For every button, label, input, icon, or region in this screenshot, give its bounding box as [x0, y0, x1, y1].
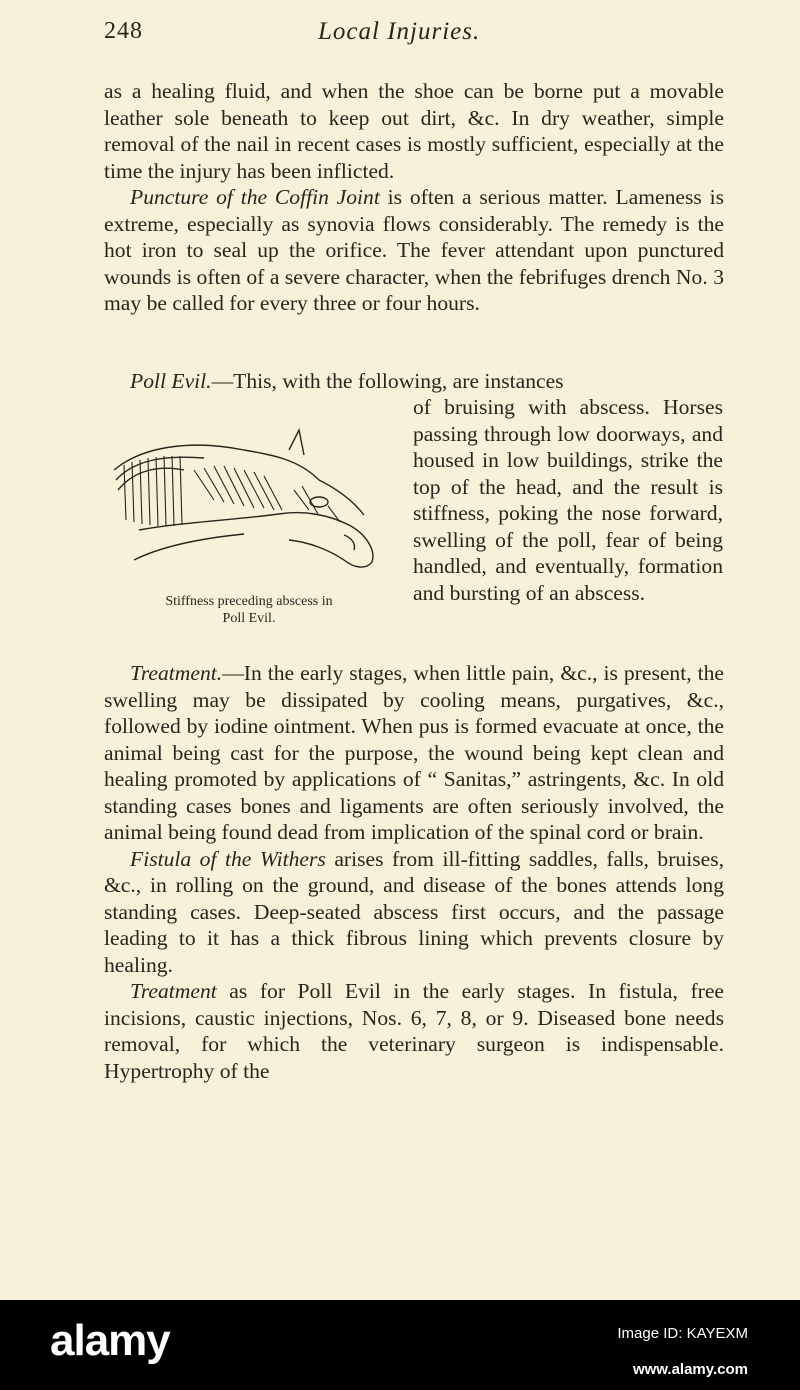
- heading-fistula: Fistula of the Withers: [130, 846, 326, 871]
- poll-evil-lead: [104, 368, 724, 395]
- poll-evil-lead-text: —This, with the following, are instances: [211, 369, 564, 393]
- horse-head-engraving-icon: [104, 410, 394, 580]
- coffin-joint-text: is often a serious matter. Lameness is extreme, especially as synovia flows considerably. The remedy is the hot iron to seal up the orifice. The fever attendant upon punctured wounds is often of a severe character, when the febrifuges drench No. 3 may be called for every three or four hours.: [104, 185, 725, 315]
- text-block-bottom: [104, 660, 724, 1084]
- heading-treatment: Treatment.: [130, 661, 223, 685]
- page-header: [104, 18, 724, 52]
- heading-treatment-2: Treatment: [130, 979, 217, 1003]
- fistula-text: arises from ill-fitting saddles, falls, bruises, &c., in rolling on the ground, and disease of the bones attends long standing cases. Deep-seated abscess first occurs, and the passage leading to it has a thick fibrous lining which prevents closure by healing.: [104, 846, 725, 977]
- treatment-2-text: as for Poll Evil in the early stages. In fistula, free incisions, caustic injections, Nos. 6, 7, 8, or 9. Diseased bone needs removal, for which the veterinary surgeon is indispensable. Hypertrophy of the: [104, 979, 724, 1083]
- poll-evil-first-line: [104, 368, 724, 395]
- text-block-top: [104, 78, 724, 317]
- figure-horse-head: [104, 410, 394, 640]
- image-code: Image ID: KAYEXM: [617, 1325, 748, 1342]
- caption-line-2: Poll Evil.: [222, 611, 276, 626]
- treatment-text: —In the early stages, when little pain, &c., is present, the swelling may be dissipated by cooling means, purgatives, &c., followed by iodine ointment. When pus is formed evacuate at once, the animal being cast for the purpose, the wound being kept clean and healing promoted by applications of “ Sanitas,” astringents, &c. In old standing cases bones and ligaments are often seriously involved, the animal being found dead from implication of the spinal cord or brain.: [104, 661, 724, 844]
- heading-poll-evil: Poll Evil.: [130, 369, 212, 393]
- paragraph-treatment: [104, 660, 724, 846]
- figure-caption: [104, 593, 394, 627]
- watermark-bar: [0, 1300, 800, 1390]
- paragraph-fistula: [104, 846, 724, 979]
- paragraph-coffin-joint: [104, 184, 724, 317]
- alamy-url: www.alamy.com: [632, 1361, 748, 1378]
- image-reference: [617, 1316, 748, 1388]
- page-number: 248: [104, 18, 143, 44]
- caption-line-1: Stiffness preceding abscess in: [165, 594, 333, 609]
- alamy-logo: alamy: [50, 1316, 170, 1365]
- paragraph-treatment-2: [104, 978, 724, 1084]
- poll-evil-wrap-text: of bruising with abscess. Horses passing through low doorways, and housed in low buildings, strike the top of the head, and the result is stiffness, poking the nose forward, swelling of the poll, fear of being handled, and eventually, formation and bursting of an abscess.: [413, 395, 723, 605]
- paragraph-healing-fluid: as a healing fluid, and when the shoe can be borne put a movable leather sole beneath to keep out dirt, &c. In dry weather, simple removal of the nail in recent cases is mostly sufficient, especially at the time the injury has been inflicted.: [104, 79, 724, 183]
- heading-coffin-joint: Puncture of the Coffin Joint: [130, 185, 380, 209]
- running-title: Local Injuries.: [318, 18, 481, 45]
